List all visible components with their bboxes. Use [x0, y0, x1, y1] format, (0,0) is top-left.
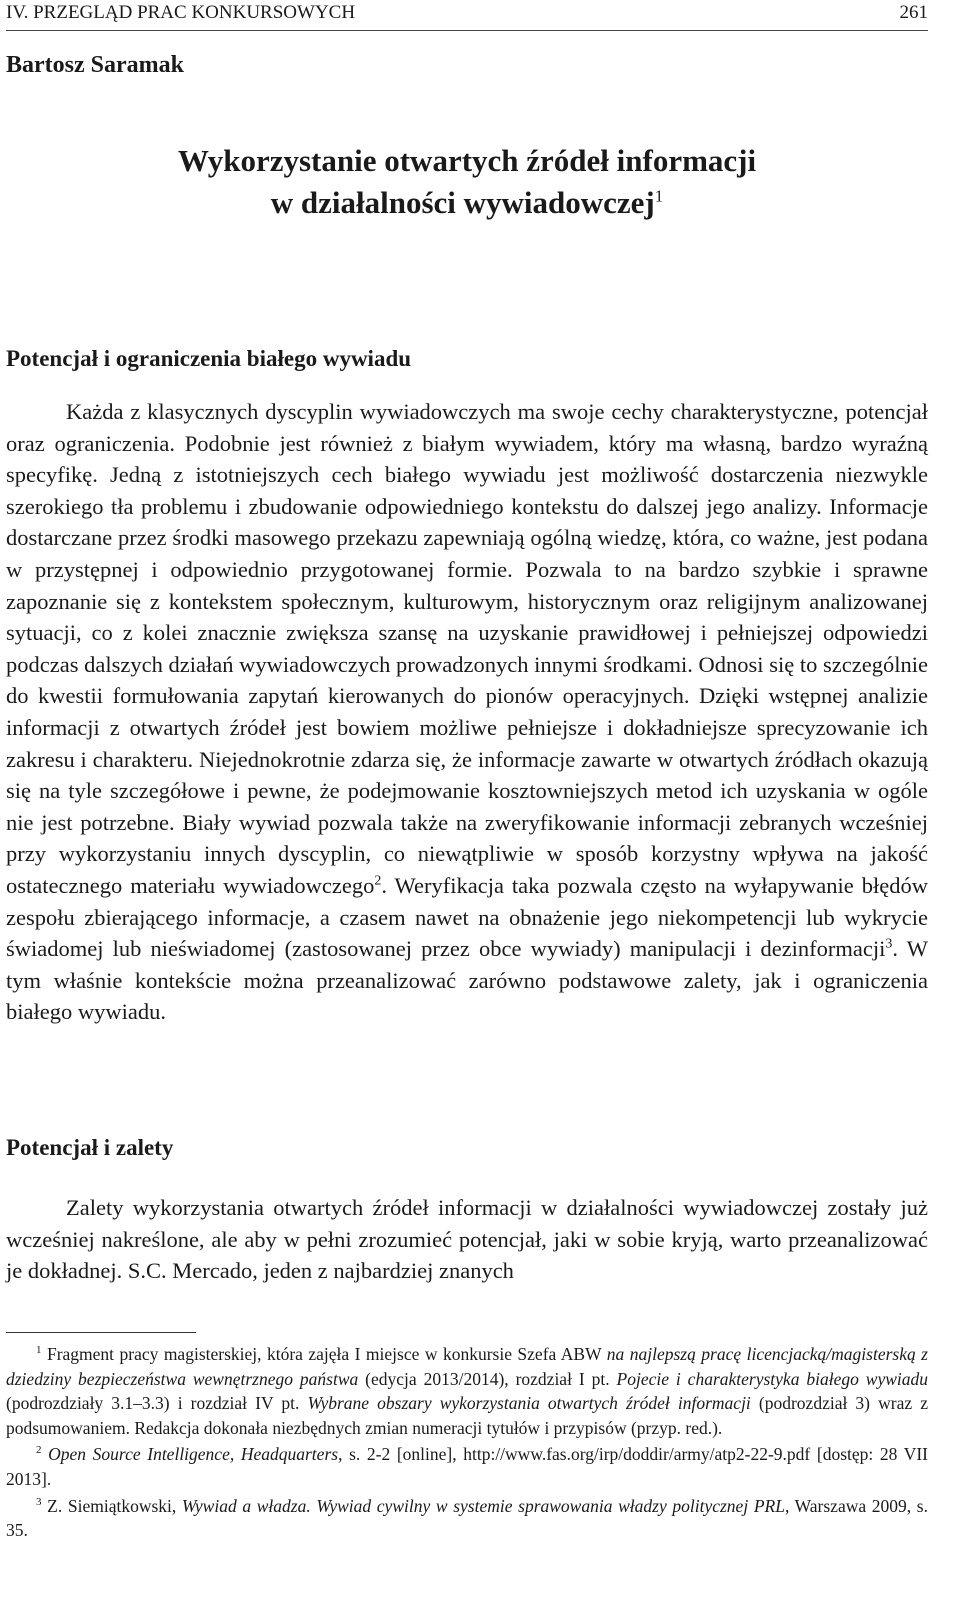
footnote-2 [6, 1442, 928, 1491]
footnote-1-italic: Pojecie i charakterystyka białego wywiadu [616, 1368, 928, 1389]
footnote-1-italic: Wybrane obszary wykorzystania otwartych źródeł informacji [307, 1393, 751, 1414]
footnote-1-text: (podrozdział 3) wraz z podsumowaniem. Redakcja dokonała niezbędnych zmian numeracji tytułów i przypisów (przyp. red.). [6, 1393, 928, 1438]
section-heading-advantages: Potencjał i zalety [6, 1135, 174, 1160]
footnote-3-italic: Wywiad a władza. Wywiad cywilny w systemie sprawowania władzy politycznej PRL [181, 1495, 785, 1516]
footnotes [6, 1342, 928, 1545]
body-paragraph-limitations [6, 396, 928, 1028]
running-head [6, 0, 928, 31]
page-number: 261 [899, 2, 928, 23]
footnote-1-text: Fragment pracy magisterskiej, która zajęła I miejsce w konkursie Szefa ABW [46, 1344, 607, 1364]
page [6, 0, 928, 1614]
article-title [6, 140, 928, 224]
footnote-1-italic: na najlepszą pracę licencjacką/magisterską z dziedziny bezpieczeństwa wewnętrznego państwa [6, 1344, 928, 1389]
footnote-3-number: 3 [36, 1495, 42, 1508]
footnote-ref-2[interactable]: 2 [374, 873, 382, 889]
footnote-1 [6, 1342, 928, 1440]
footnote-2-italic: Open Source Intelligence, Headquarters [48, 1444, 339, 1465]
paragraph-text-part-1: Każda z klasycznych dyscyplin wywiadowczych ma swoje cechy charakterystyczne, potencjał oraz ograniczenia. Podobnie jest również z białym wywiadem, który ma własną, bardzo wyraźną specyfikę. Jedną z istotniejszych cech białego wywiadu jest możliwość dostarczenia niezwykle szerokiego tła problemu i zbudowanie odpowiedniego kontekstu do dalszej jego analizy. Informacje dostarczane przez środki masowego przekazu zapewniają ogólną wiedzę, która, co ważne, jest podana w przystępnej i odpowiednio przygotowanej formie. Pozwala to na bardzo szybkie i sprawne zapoznanie się z kontekstem społecznym, kulturowym, historycznym oraz religijnym analizowanej sytuacji, co z kolei znacznie zwiększa szansę na uzyskanie prawidłowej i pełniejszej odpowiedzi podczas dalszych działań wywiadowczych prowadzonych innymi środkami. Odnosi się to szczególnie do kwestii formułowania zapytań kierowanych do pionów operacyjnych. Dzięki wstępnej analizie informacji z otwartych źródeł jest bowiem możliwe pełniejsze i dokładniejsze sprecyzowanie ich zakresu i charakteru. Niejednokrotnie zdarza się, że informacje zawarte w otwartych źródłach okazują się na tyle szczegółowe i pewne, że podejmowanie kosztowniejszych metod ich uzyskania w ogóle nie jest potrzebne. Biały wywiad pozwala także na zweryfikowanie informacji zebranych wcześniej przy wykorzystaniu innych dyscyplin, co niewątpliwie w sposób korzystny wpływa na jakość ostatecznego materiału wywiadowczego [6, 399, 928, 898]
footnote-separator [6, 1332, 196, 1333]
paragraph-text-part-3: . W tym właśnie kontekście można przeanalizować zarówno podstawowe zalety, jak i ograniczenia białego wywiadu. [6, 936, 928, 1025]
running-head-section: IV. PRZEGLĄD PRAC KONKURSOWYCH [6, 2, 356, 23]
footnote-1-text: (edycja 2013/2014), rozdział I pt. [358, 1368, 617, 1389]
footnote-3-text: Z. Siemiątkowski, [47, 1495, 182, 1516]
footnote-3-text: , Warszawa 2009, s. 35. [6, 1495, 928, 1541]
footnote-3 [6, 1494, 928, 1543]
footnote-ref-3[interactable]: 3 [885, 936, 893, 952]
section-heading-limitations: Potencjał i ograniczenia białego wywiadu [6, 346, 412, 371]
article-title-line-2 [6, 182, 928, 224]
article-title-line-2-text: w działalności wywiadowczej [270, 185, 655, 220]
footnote-ref-1[interactable]: 1 [654, 186, 664, 206]
footnote-2-number: 2 [36, 1444, 42, 1457]
article-title-line-1: Wykorzystanie otwartych źródeł informacji [177, 143, 757, 178]
footnote-1-number: 1 [36, 1344, 42, 1357]
footnote-1-text: (podrozdziały 3.1–3.3) i rozdział IV pt. [6, 1393, 308, 1414]
footnote-2-text[interactable]: , s. 2-2 [online], http://www.fas.org/irp/doddir/army/atp2-22-9.pdf [dostęp: 28 VII 2013]. [6, 1444, 928, 1489]
body-paragraph-advantages: Zalety wykorzystania otwartych źródeł informacji w działalności wywiadowczej zostały już wcześniej nakreślone, ale aby w pełni zrozumieć potencjał, jaki w sobie kryją, warto przeanalizować je dokładnej. S.C. Mercado, jeden z najbardziej znanych [6, 1195, 928, 1284]
paragraph-text-part-2: . Weryfikacja taka pozwala często na wyłapywanie błędów zespołu zbierającego informacje, a czasem nawet na obnażenie jego niekompetencji lub wykrycie świadomej lub nieświadomej (zastosowanej przez obce wywiady) manipulacji i dezinformacji [6, 872, 929, 962]
author-name: Bartosz Saramak [6, 52, 184, 78]
